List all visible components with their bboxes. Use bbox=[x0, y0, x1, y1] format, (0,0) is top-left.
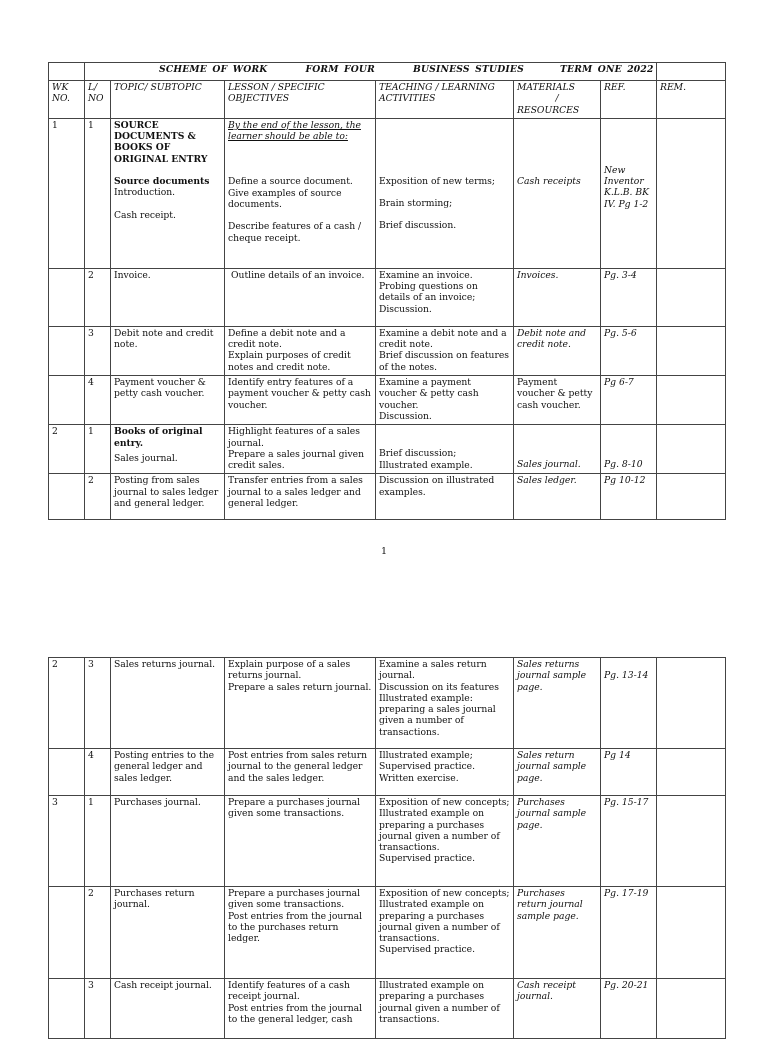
materials-cell: Sales ledger. bbox=[514, 474, 601, 520]
objectives-cell: Prepare a purchases journal given some transactions. bbox=[225, 796, 376, 887]
activity: Discussion. bbox=[379, 303, 432, 315]
activity: Brain storming; bbox=[379, 198, 453, 210]
wk-cell: 3 bbox=[49, 796, 85, 887]
title-blank-cell bbox=[49, 63, 85, 81]
title-row bbox=[49, 63, 726, 81]
ref-cell bbox=[601, 118, 657, 268]
objective: Explain purposes of credit notes and credit note. bbox=[228, 350, 351, 373]
title-form: FORM FOUR bbox=[305, 64, 375, 75]
activity: Illustrated example. bbox=[379, 459, 473, 471]
activity: Illustrated example on preparing a purchases journal given a number of transactions. bbox=[379, 899, 500, 945]
objective: Give examples of source documents. bbox=[228, 187, 342, 211]
title-subject: BUSINESS STUDIES bbox=[412, 64, 524, 75]
topic-item: Sales journal. bbox=[114, 452, 178, 464]
activity: Exposition of new concepts; bbox=[379, 797, 510, 808]
ref-cell bbox=[601, 658, 657, 749]
spacer bbox=[228, 142, 372, 176]
header-materials-2: / bbox=[555, 93, 559, 105]
table-row bbox=[49, 326, 726, 375]
topic-subheading: Source documents bbox=[114, 176, 210, 188]
objective: Outline details of an invoice. bbox=[231, 269, 365, 281]
materials-cell: Sales returns journal sample page. bbox=[514, 658, 601, 749]
activities-cell bbox=[376, 749, 514, 796]
reference: Pg. 13-14 bbox=[604, 670, 649, 681]
wk-cell: 2 bbox=[49, 658, 85, 749]
spacer bbox=[604, 659, 653, 670]
objective: Prepare a sales journal given credit sales. bbox=[228, 448, 365, 472]
objective: Identify features of a cash receipt journal. bbox=[228, 980, 350, 1003]
objective: Describe features of a cash / cheque receipt. bbox=[228, 221, 362, 244]
materials-cell bbox=[514, 118, 601, 268]
topic-item: Cash receipt. bbox=[114, 209, 176, 221]
topic-cell: Posting from sales journal to sales ledger and general ledger. bbox=[111, 474, 225, 520]
objectives-cell bbox=[225, 887, 376, 979]
remarks-cell bbox=[657, 749, 726, 796]
spacer bbox=[228, 210, 372, 221]
ref-cell: Pg. 20-21 bbox=[601, 979, 657, 1039]
remarks-cell bbox=[657, 474, 726, 520]
activity: Supervised practice. bbox=[379, 944, 476, 956]
activities-cell bbox=[376, 425, 514, 474]
topic-cell: Sales returns journal. bbox=[111, 658, 225, 749]
activity: Exposition of new terms; bbox=[379, 175, 495, 187]
wk-cell bbox=[49, 749, 85, 796]
activity: Brief discussion; bbox=[379, 448, 457, 460]
activity: Discussion. bbox=[379, 410, 432, 422]
header-activities: TEACHING / LEARNING ACTIVITIES bbox=[376, 81, 514, 119]
objectives-cell: Identify entry features of a payment voucher & petty cash voucher. bbox=[225, 376, 376, 425]
spacer bbox=[379, 120, 510, 176]
activities-cell: Illustrated example on preparing a purchases journal given a number of transactions. bbox=[376, 979, 514, 1039]
activity: Discussion on its features bbox=[379, 681, 499, 693]
materials-cell bbox=[514, 425, 601, 474]
objective: Define a debit note and a credit note. bbox=[228, 327, 346, 351]
objectives-cell bbox=[225, 979, 376, 1039]
spacer bbox=[114, 165, 221, 176]
ref-cell bbox=[601, 425, 657, 474]
objective: Post entries from the journal to the purchases return ledger. bbox=[228, 910, 363, 945]
table-row bbox=[49, 474, 726, 520]
objective: Highlight features of a sales journal. bbox=[228, 426, 360, 449]
topic-cell: Debit note and credit note. bbox=[111, 326, 225, 375]
objectives-cell bbox=[225, 658, 376, 749]
title-scheme: SCHEME OF WORK bbox=[159, 64, 268, 75]
material: Sales journal. bbox=[517, 459, 581, 471]
topic-cell: Purchases journal. bbox=[111, 796, 225, 887]
objective: Define a source document. bbox=[228, 176, 353, 188]
header-materials bbox=[514, 81, 601, 119]
lno-cell: 4 bbox=[85, 749, 111, 796]
spacer bbox=[517, 426, 597, 459]
wk-cell bbox=[49, 268, 85, 326]
topic-cell: Invoice. bbox=[111, 268, 225, 326]
wk-cell bbox=[49, 474, 85, 520]
scheme-table-page-1 bbox=[48, 62, 726, 520]
spacer bbox=[379, 209, 510, 220]
activities-cell bbox=[376, 268, 514, 326]
reference: New Inventor K.L.B. BK IV. Pg 1-2 bbox=[604, 164, 650, 210]
remarks-cell bbox=[657, 796, 726, 887]
lno-cell: 3 bbox=[85, 979, 111, 1039]
ref-cell: Pg. 17-19 bbox=[601, 887, 657, 979]
activities-cell bbox=[376, 376, 514, 425]
objective: Prepare a purchases journal given some transactions. bbox=[228, 888, 361, 911]
topic-cell: Cash receipt journal. bbox=[111, 979, 225, 1039]
ref-cell: Pg 6-7 bbox=[601, 376, 657, 425]
activity: Supervised practice. bbox=[379, 761, 476, 773]
topic-heading: SOURCE DOCUMENTS & BOOKS OF ORIGINAL ENTRY bbox=[114, 119, 208, 165]
activity: Probing questions on details of an invoice; bbox=[379, 281, 478, 304]
activities-cell: Discussion on illustrated examples. bbox=[376, 474, 514, 520]
activity: Brief discussion. bbox=[379, 220, 457, 232]
materials-cell: Purchases journal sample page. bbox=[514, 796, 601, 887]
wk-cell bbox=[49, 376, 85, 425]
objectives-intro: By the end of the lesson, the learner should be able to: bbox=[228, 119, 361, 143]
lno-cell: 2 bbox=[85, 474, 111, 520]
objectives-cell: Post entries from sales return journal to the general ledger and the sales ledger. bbox=[225, 749, 376, 796]
table-row bbox=[49, 887, 726, 979]
lno-cell: 1 bbox=[85, 118, 111, 268]
lno-cell: 1 bbox=[85, 796, 111, 887]
materials-cell: Sales return journal sample page. bbox=[514, 749, 601, 796]
activity: Examine a sales return journal. bbox=[379, 659, 487, 682]
topic-cell bbox=[111, 425, 225, 474]
header-topic: TOPIC/ SUBTOPIC bbox=[111, 81, 225, 119]
activity: Written exercise. bbox=[379, 772, 459, 784]
activity: Illustrated example: preparing a sales journal given a number of transactions. bbox=[379, 692, 496, 738]
scheme-table-page-2 bbox=[48, 657, 726, 1039]
materials-cell: Payment voucher & petty cash voucher. bbox=[514, 376, 601, 425]
topic-heading: Books of original entry. bbox=[114, 426, 203, 449]
wk-cell: 1 bbox=[49, 118, 85, 268]
remarks-cell bbox=[657, 887, 726, 979]
header-rem: REM. bbox=[657, 81, 726, 119]
remarks-cell bbox=[657, 425, 726, 474]
header-row bbox=[49, 81, 726, 119]
title-term: TERM ONE 2022 bbox=[559, 64, 654, 75]
activity: Illustrated example on preparing a purchases journal given a number of transactions. bbox=[379, 808, 500, 854]
table-row bbox=[49, 749, 726, 796]
spacer bbox=[114, 199, 221, 210]
document-title bbox=[85, 63, 657, 81]
lno-cell: 3 bbox=[85, 658, 111, 749]
activity: Examine a debit note and a credit note. bbox=[379, 327, 507, 351]
ref-cell: Pg 10-12 bbox=[601, 474, 657, 520]
table-row bbox=[49, 658, 726, 749]
reference: Pg. 8-10 bbox=[604, 459, 643, 471]
remarks-cell bbox=[657, 376, 726, 425]
table-row bbox=[49, 796, 726, 887]
ref-cell: Pg 14 bbox=[601, 749, 657, 796]
ref-cell: Pg. 15-17 bbox=[601, 796, 657, 887]
activity: Examine a payment voucher & petty cash voucher. bbox=[379, 377, 479, 411]
page-number: 1 bbox=[380, 546, 388, 557]
lno-cell: 3 bbox=[85, 326, 111, 375]
ref-cell: Pg. 3-4 bbox=[601, 268, 657, 326]
ref-cell: Pg. 5-6 bbox=[601, 326, 657, 375]
remarks-cell bbox=[657, 658, 726, 749]
topic-cell: Purchases return journal. bbox=[111, 887, 225, 979]
table-row bbox=[49, 979, 726, 1039]
objectives-cell bbox=[225, 118, 376, 268]
objectives-cell bbox=[225, 268, 376, 326]
header-materials-3: RESOURCES bbox=[517, 104, 580, 116]
objective: Post entries from the journal to the general ledger, cash bbox=[228, 1002, 363, 1025]
header-wk: WK NO. bbox=[49, 81, 85, 119]
topic-cell: Posting entries to the general ledger and sales ledger. bbox=[111, 749, 225, 796]
activities-cell bbox=[376, 326, 514, 375]
header-ref: REF. bbox=[601, 81, 657, 119]
wk-cell: 2 bbox=[49, 425, 85, 474]
activities-cell bbox=[376, 658, 514, 749]
spacer bbox=[604, 426, 653, 459]
header-objectives: LESSON / SPECIFIC OBJECTIVES bbox=[225, 81, 376, 119]
header-materials-1: MATERIALS bbox=[517, 82, 575, 93]
materials-cell: Purchases return journal sample page. bbox=[514, 887, 601, 979]
materials-cell: Debit note and credit note. bbox=[514, 326, 601, 375]
spacer bbox=[379, 187, 510, 198]
wk-cell bbox=[49, 979, 85, 1039]
wk-cell bbox=[49, 887, 85, 979]
title-blank-cell-end bbox=[657, 63, 726, 81]
table-row bbox=[49, 268, 726, 326]
material: Cash receipts bbox=[517, 175, 581, 187]
table-row bbox=[49, 376, 726, 425]
wk-cell bbox=[49, 326, 85, 375]
objective: Explain purpose of a sales returns journal. bbox=[228, 659, 351, 682]
spacer bbox=[517, 120, 597, 176]
activities-cell bbox=[376, 887, 514, 979]
topic-cell: Payment voucher & petty cash voucher. bbox=[111, 376, 225, 425]
activities-cell bbox=[376, 796, 514, 887]
remarks-cell bbox=[657, 118, 726, 268]
remarks-cell bbox=[657, 268, 726, 326]
materials-cell: Cash receipt journal. bbox=[514, 979, 601, 1039]
topic-item: Introduction. bbox=[114, 187, 176, 199]
activity: Supervised practice. bbox=[379, 853, 476, 865]
activity: Brief discussion on features of the notes. bbox=[379, 350, 510, 373]
objectives-cell: Transfer entries from a sales journal to a sales ledger and general ledger. bbox=[225, 474, 376, 520]
lno-cell: 4 bbox=[85, 376, 111, 425]
objectives-cell bbox=[225, 425, 376, 474]
objective: Prepare a sales return journal. bbox=[228, 681, 372, 693]
remarks-cell bbox=[657, 326, 726, 375]
lno-cell: 2 bbox=[85, 887, 111, 979]
activity: Illustrated example; bbox=[379, 750, 473, 761]
header-lno: L/ NO bbox=[85, 81, 111, 119]
spacer bbox=[604, 120, 653, 165]
materials-cell: Invoices. bbox=[514, 268, 601, 326]
lno-cell: 2 bbox=[85, 268, 111, 326]
topic-cell bbox=[111, 118, 225, 268]
spacer bbox=[379, 426, 510, 448]
objectives-cell bbox=[225, 326, 376, 375]
table-row bbox=[49, 118, 726, 268]
table-row bbox=[49, 425, 726, 474]
remarks-cell bbox=[657, 979, 726, 1039]
activities-cell bbox=[376, 118, 514, 268]
activity: Exposition of new concepts; bbox=[379, 888, 510, 899]
lno-cell: 1 bbox=[85, 425, 111, 474]
activity: Examine an invoice. bbox=[379, 269, 473, 281]
